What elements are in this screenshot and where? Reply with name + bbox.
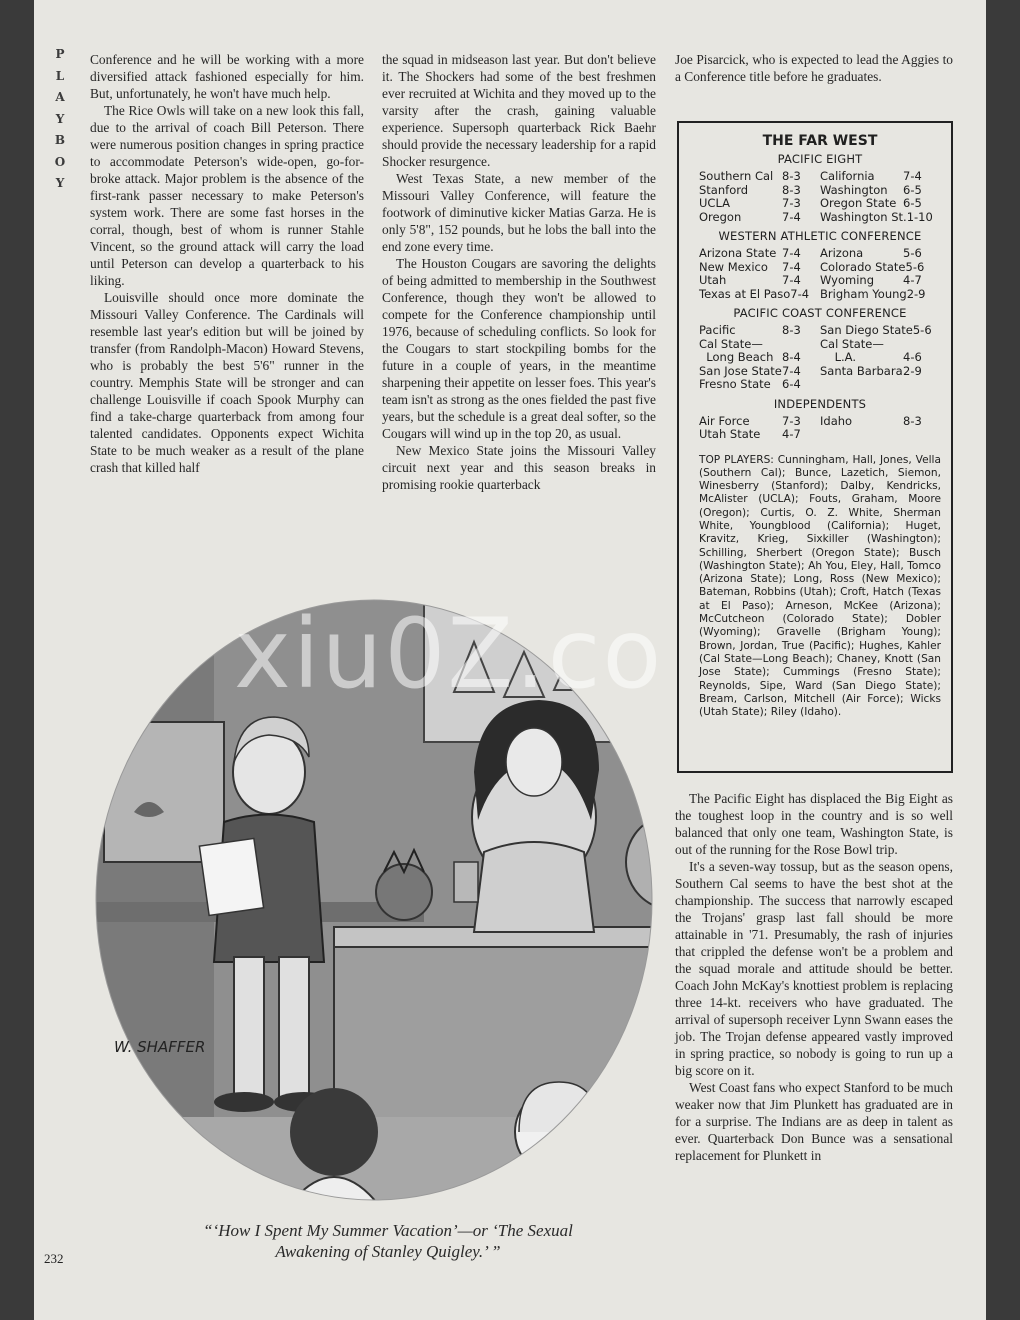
cartoon-caption xyxy=(108,1220,668,1262)
team-record: 4-6 xyxy=(903,350,922,364)
top-players: TOP PLAYERS: Cunningham, Hall, Jones, Vella (Southern Cal); Bunce, Lazetich, Siemon, Winesberry (Stanford); Dalby, Kendricks, McAlister (UCLA); Fouts, Graham, Moore (Oregon); Curtis, O. Z. White, Sherman White, Youngblood (California); Huget, Kravitz, Krieg, Sixkiller (Washington); Schilling, Sherbert (Oregon State); Busch (Washington State); Ah You, Eley, Hall, Tomco (Arizona State); Long, Ross (New Mexico); Bateman, Robbins (Utah); Croft, Hatch (Texas at El Paso); Arneson, McKee (Arizona); McCutcheon (Colorado State); Dobler (Wyoming); Gravelle (Brigham Young); Brown, Jordan, True (Pacific); Hughes, Kahler (Cal State—Long Beach); Chaney, Knott (San Jose State); Cummings (Fresno State); Reynolds, Sipe, Ward (San Diego State); Bream, Carlson, Mitchell (Air Force); Wicks (Utah State); Riley (Idaho). xyxy=(699,453,941,719)
team-name: California xyxy=(820,169,875,183)
team-row xyxy=(820,324,941,338)
masthead-letter: A xyxy=(55,90,65,104)
team-name: Air Force xyxy=(699,413,750,428)
team-record: 7-4 xyxy=(903,169,922,183)
standings-right xyxy=(820,415,941,442)
team-record: 5-6 xyxy=(912,323,932,337)
essay-paper xyxy=(199,838,263,915)
team-name: Arizona State xyxy=(699,246,777,260)
standings-left xyxy=(699,324,820,392)
team-name: Oregon State xyxy=(820,196,897,210)
team-row xyxy=(699,211,820,225)
paragraph: The Rice Owls will take on a new look this fall, due to the arrival of coach Bill Peterson. There were numerous position changes in spring practice to accommodate Peterson's wide-open, go-for-broke attack. Major problem is the absence of the first-rank passer necessary to make Peterson's system work. There are some fast horses in the corral, though, best of whom is runner Stahle Vincent, so the ground attack will carry the load until Peterson can develop a quarterback to his liking. xyxy=(90,103,364,288)
team-row xyxy=(699,338,820,352)
masthead-letter: L xyxy=(55,68,65,83)
team-record xyxy=(782,338,820,352)
team-name: Oregon xyxy=(699,209,742,224)
caption-line-1: “‘How I Spent My Summer Vacation’—or ‘The Sexual xyxy=(203,1221,573,1240)
team-record: 2-9 xyxy=(906,286,926,301)
team-name: San Jose State xyxy=(699,363,782,378)
standings-left xyxy=(699,415,820,442)
team-record: 7-4 xyxy=(782,246,801,260)
standings-table xyxy=(699,415,941,442)
team-row xyxy=(820,338,941,352)
standings-right xyxy=(820,324,941,392)
team-name: Long Beach xyxy=(699,350,774,364)
team-record: 6-5 xyxy=(903,196,922,210)
team-name: Fresno State xyxy=(699,377,771,391)
team-name: Washington xyxy=(820,182,888,197)
masthead-letter: Y xyxy=(55,111,65,126)
team-record xyxy=(903,338,941,352)
team-row xyxy=(820,415,941,429)
conference-name: PACIFIC EIGHT xyxy=(777,152,863,166)
team-record: 8-3 xyxy=(782,182,801,197)
page-number: 232 xyxy=(44,1251,64,1266)
team-record: 8-4 xyxy=(782,350,801,364)
team-name: UCLA xyxy=(699,196,730,210)
team-name: Idaho xyxy=(820,413,853,428)
standings-table xyxy=(699,170,941,224)
team-name: Wyoming xyxy=(820,273,874,287)
team-name: Southern Cal xyxy=(699,169,774,183)
conference-standings xyxy=(699,152,941,442)
standings-table xyxy=(699,324,941,392)
paragraph: The Houston Cougars are savoring the delights of being admitted to membership in the Southwest Conference, though they won't be allowed to compete for the Conference championship until 1976, because of scheduling conflicts. So look for the Cougars to start stockpiling bombs for the future in a couple of years, in the meantime sharpening their appetite on lesser foes. This year's team isn't as strong as the ones fielded the past five years, but the schedule is a great deal softer, so the Cougars will wind up in the top 20, as usual. xyxy=(382,256,656,441)
masthead-letter: B xyxy=(54,133,66,147)
standings-left xyxy=(699,247,820,301)
team-name: L.A. xyxy=(820,350,857,364)
team-record: 4-7 xyxy=(903,273,922,287)
team-record: 8-3 xyxy=(903,413,922,428)
playboy-masthead xyxy=(52,44,68,195)
team-row xyxy=(820,211,941,225)
watermark: xiu0Z.co xyxy=(234,598,664,710)
team-row xyxy=(699,324,820,338)
team-record: 1-10 xyxy=(906,209,933,224)
team-record: 5-6 xyxy=(903,246,922,260)
paragraph: West Texas State, a new member of the Missouri Valley Conference, will feature the footwork of diminutive kicker Matias Garza. He is only 5'8", 152 pounds, but he lobs the ball into the end zone every time. xyxy=(382,171,656,254)
paragraph: West Coast fans who expect Stanford to be much weaker now that Jim Plunkett has graduated are in for a surprise. The Indians are as deep in talent as ever. Quarterback Don Bunce was a sensational replacement for Plunkett in xyxy=(675,1080,953,1163)
masthead-letter: O xyxy=(54,154,66,169)
team-name: Brigham Young xyxy=(820,286,907,301)
team-record: 6-5 xyxy=(903,182,922,197)
conference-name: WESTERN ATHLETIC CONFERENCE xyxy=(718,229,922,243)
team-record: 7-4 xyxy=(782,209,801,224)
caption-line-2: Awakening of Stanley Quigley.’ ” xyxy=(275,1242,501,1261)
team-row xyxy=(699,184,820,198)
paragraph: the squad in midseason last year. But don't believe it. The Shockers had some of the best freshmen ever recruited at Wichita and they moved up to the varsity after the crash, gaining valuable experience. Supersoph quarterback Rick Baehr should provide the necessary leadership for a rapid Shocker resurgence. xyxy=(382,52,656,169)
team-name: Stanford xyxy=(699,182,749,197)
paragraph: Joe Pisarcick, who is expected to lead the Aggies to a Conference title before he graduates. xyxy=(675,52,953,84)
team-record: 5-6 xyxy=(905,259,925,274)
article-column-3-top xyxy=(675,51,953,85)
paragraph: Louisville should once more dominate the Missouri Valley Conference. The Cardinals will resemble last year's edition but will be joined by transfer (from Randolph-Macon) Howard Stevens, who is probably the best 5'6" runner in the country. Memphis State will be stronger and can challenge Louisville if coach Spook Murphy can find a take-charge quarterback from among four talented candidates. Opponents expect Wichita State to be much weaker as a result of the plane crash that killed half xyxy=(90,290,364,475)
team-row xyxy=(699,351,820,365)
paragraph: The Pacific Eight has displaced the Big Eight as the toughest loop in the country and is so well balanced that only one team, Washington State, is out of the running for the Rose Bowl trip. xyxy=(675,791,953,857)
team-row xyxy=(820,197,941,211)
team-row xyxy=(699,428,820,442)
aquarium xyxy=(104,722,224,862)
team-name: Texas at El Paso xyxy=(699,286,791,301)
team-row xyxy=(699,378,820,392)
paragraph: Conference and he will be working with a more diversified attack fashioned especially for him. But, unfortunately, he won't have much help. xyxy=(90,52,364,101)
team-record: 7-3 xyxy=(782,196,801,210)
paragraph: New Mexico State joins the Missouri Valley circuit next year and this season breaks in promising rookie quarterback xyxy=(382,443,656,492)
standings-right xyxy=(820,170,941,224)
team-name: Cal State— xyxy=(820,336,884,351)
far-west-sidebar xyxy=(677,121,953,773)
standings-table xyxy=(699,247,941,301)
team-row xyxy=(820,288,941,302)
team-record: 7-4 xyxy=(782,363,801,378)
team-row xyxy=(699,170,820,184)
team-name: Pacific xyxy=(699,323,736,337)
classmate-1 xyxy=(290,1088,378,1176)
cartoon-illustration xyxy=(94,572,654,1212)
team-name: Santa Barbara xyxy=(820,363,903,378)
team-row xyxy=(820,170,941,184)
sidebar-title: THE FAR WEST xyxy=(762,133,878,149)
team-record: 4-7 xyxy=(782,427,801,441)
team-row xyxy=(820,261,941,275)
team-record: 2-9 xyxy=(903,363,922,378)
team-row xyxy=(699,197,820,211)
team-name: Colorado State xyxy=(820,259,906,274)
paragraph: It's a seven-way tossup, but as the season opens, Southern Cal seems to have the best shot at the championship. The success that narrowly escaped the Trojans' grasp last fall should be more attainable in '71. Presumably, the rash of injuries that crippled the defense won't be a problem and the squad morale and attitude should be better. Coach John McKay's knottiest problem is replacing three 14-kt. receivers who have graduated. The arrival of supersoph receiver Lynn Swann eases the job. The Trojan defense appeared vastly improved in spring practice, so nobody is going to run up a big score on it. xyxy=(675,859,953,1078)
team-record: 7-3 xyxy=(782,413,801,428)
conference-name: PACIFIC COAST CONFERENCE xyxy=(733,306,907,320)
article-column-3-bottom xyxy=(675,790,953,1164)
team-record: 8-3 xyxy=(782,323,801,337)
team-row xyxy=(820,184,941,198)
team-record: 8-3 xyxy=(782,169,801,183)
team-name: Utah State xyxy=(699,427,761,441)
team-row xyxy=(820,351,941,365)
standings-left xyxy=(699,170,820,224)
team-name: San Diego State xyxy=(820,323,913,337)
team-row xyxy=(699,415,820,429)
team-record: 7-4 xyxy=(782,259,801,274)
magazine-page xyxy=(34,0,986,1320)
team-row xyxy=(820,365,941,379)
conference-name: INDEPENDENTS xyxy=(773,396,867,411)
team-row xyxy=(820,274,941,288)
team-row xyxy=(699,274,820,288)
masthead-letter: P xyxy=(55,47,65,61)
team-name: Utah xyxy=(699,273,727,287)
article-column-1 xyxy=(90,51,364,476)
team-row xyxy=(699,261,820,275)
team-record: 6-4 xyxy=(782,377,801,391)
team-name: New Mexico xyxy=(699,259,768,274)
team-record: 7-4 xyxy=(790,286,810,301)
team-record: 7-4 xyxy=(782,273,801,287)
artist-signature: W. SHAFFER xyxy=(114,1038,206,1056)
team-row xyxy=(820,247,941,261)
standings-right xyxy=(820,247,941,301)
team-name: Cal State— xyxy=(699,336,763,351)
masthead-letter: Y xyxy=(55,176,65,190)
teacher-desk xyxy=(334,942,654,1132)
team-row xyxy=(699,365,820,379)
team-name: Arizona xyxy=(820,246,864,260)
team-row xyxy=(699,288,820,302)
team-name: Washington St. xyxy=(820,209,907,224)
team-row xyxy=(699,247,820,261)
article-column-2 xyxy=(382,51,656,493)
